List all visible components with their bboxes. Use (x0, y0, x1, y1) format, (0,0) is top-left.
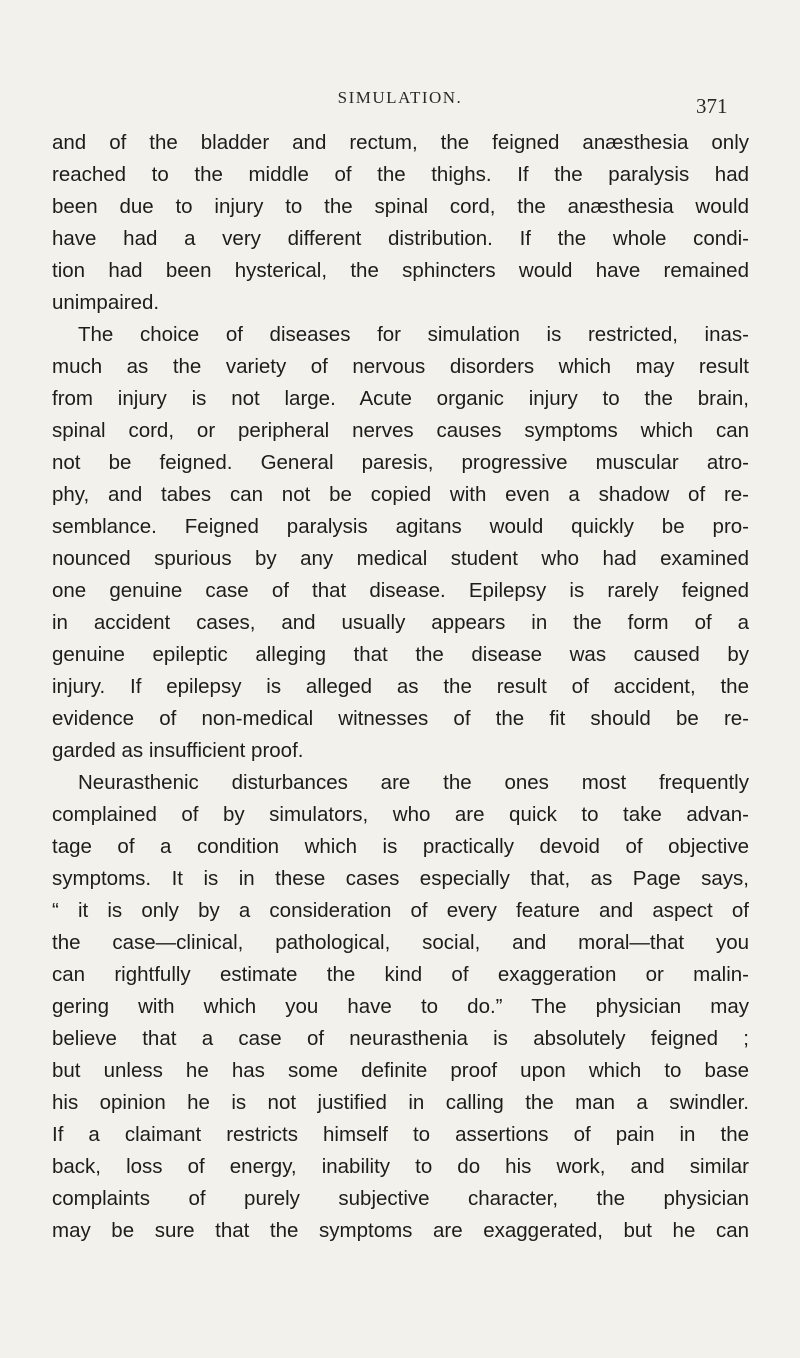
text-line: have had a very different distribution. If the whole condi- (52, 227, 749, 250)
text-line: phy, and tabes can not be copied with even a shadow of re- (52, 483, 749, 506)
text-line: reached to the middle of the thighs. If the paralysis had (52, 163, 749, 186)
text-line: injury. If epilepsy is alleged as the result of accident, the (52, 675, 749, 698)
text-line: nounced spurious by any medical student who had examined (52, 547, 749, 570)
text-line: not be feigned. General paresis, progressive muscular atro- (52, 451, 749, 474)
text-line: may be sure that the symptoms are exaggerated, but he can (52, 1219, 749, 1242)
text-line: garded as insufficient proof. (52, 739, 304, 762)
text-line: genuine epileptic alleging that the disease was caused by (52, 643, 749, 666)
text-line: complained of by simulators, who are quick to take advan- (52, 803, 749, 826)
text-line: unimpaired. (52, 291, 160, 314)
text-line: tion had been hysterical, the sphincters would have remained (52, 259, 749, 282)
paragraph-2 (52, 319, 749, 767)
text-line: and of the bladder and rectum, the feigned anæsthesia only (52, 131, 749, 154)
text-line: much as the variety of nervous disorders which may result (52, 355, 749, 378)
text-line: spinal cord, or peripheral nerves causes symptoms which can (52, 419, 749, 442)
text-line: can rightfully estimate the kind of exaggeration or malin- (52, 963, 749, 986)
text-line: his opinion he is not justified in calling the man a swindler. (52, 1091, 749, 1114)
text-line: If a claimant restricts himself to assertions of pain in the (52, 1123, 749, 1146)
text-line: in accident cases, and usually appears in the form of a (52, 611, 749, 634)
text-line: The choice of diseases for simulation is restricted, inas- (78, 323, 749, 346)
text-line: been due to injury to the spinal cord, the anæsthesia would (52, 195, 749, 218)
text-line: believe that a case of neurasthenia is absolutely feigned ; (52, 1027, 749, 1050)
text-line: gering with which you have to do.” The physician may (52, 995, 749, 1018)
paragraph-1 (52, 127, 749, 319)
paragraph-3 (52, 767, 749, 1247)
text-line: tage of a condition which is practically devoid of objective (52, 835, 749, 858)
text-line: one genuine case of that disease. Epilepsy is rarely feigned (52, 579, 749, 602)
text-line: but unless he has some definite proof upon which to base (52, 1059, 749, 1082)
text-line: symptoms. It is in these cases especially that, as Page says, (52, 867, 749, 890)
text-line: evidence of non-medical witnesses of the fit should be re- (52, 707, 749, 730)
text-line: complaints of purely subjective character, the physician (52, 1187, 749, 1210)
text-line: Neurasthenic disturbances are the ones most frequently (78, 771, 749, 794)
page-number: 371 (696, 94, 728, 118)
text-line: “ it is only by a consideration of every feature and aspect of (52, 899, 749, 922)
text-line: semblance. Feigned paralysis agitans would quickly be pro- (52, 515, 749, 538)
body-text (52, 127, 749, 1247)
running-head: SIMULATION. (337, 88, 463, 107)
text-line: the case—clinical, pathological, social, and moral—that you (52, 931, 749, 954)
text-line: from injury is not large. Acute organic injury to the brain, (52, 387, 749, 410)
text-line: back, loss of energy, inability to do his work, and similar (52, 1155, 749, 1178)
